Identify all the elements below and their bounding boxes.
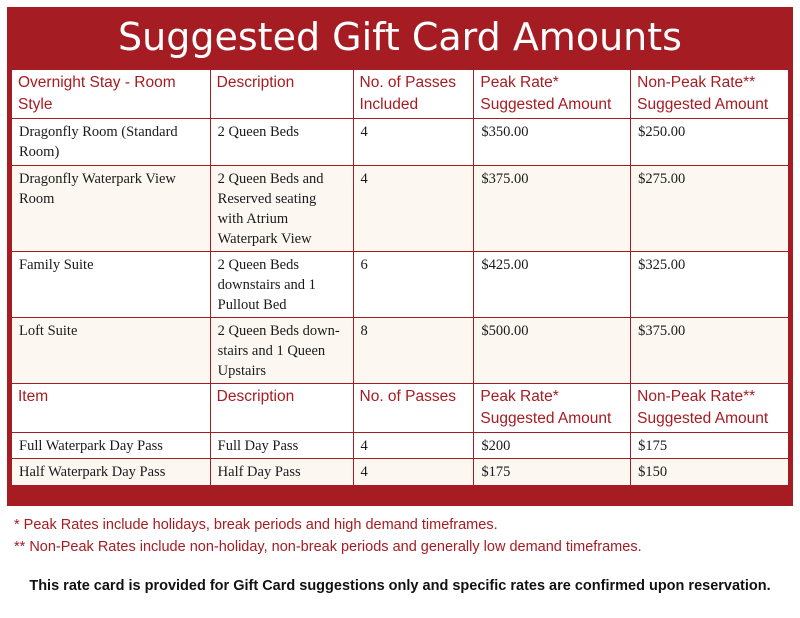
disclaimer: This rate card is provided for Gift Card suggestions only and specific rates are confirmed upon reservation. [29,578,771,594]
table-cell: $325.00 [631,252,789,318]
table-cell: 4 [353,433,474,459]
table-row [12,166,789,252]
table-cell: Dragonfly Room (Standard Room) [12,119,211,166]
page-title: Suggested Gift Card Amounts [118,15,682,59]
table-row [12,459,789,486]
table-row [12,433,789,459]
table-cell: Half Day Pass [210,459,353,486]
table-cell: $150 [631,459,789,486]
table-cell: 4 [353,459,474,486]
column-header: Peak Rate* Suggested Amount [474,384,631,433]
table-cell: 6 [353,252,474,318]
table-cell: Full Waterpark Day Pass [12,433,211,459]
table-cell: Family Suite [12,252,211,318]
table-cell: 2 Queen Beds and Reserved seating with Atrium Waterpark View [210,166,353,252]
peak-rate-note: * Peak Rates include holidays, break periods and high demand timeframes. [14,517,498,533]
column-header: Description [210,70,353,119]
item-header-row [12,384,789,433]
table-cell: $375.00 [631,318,789,384]
table-cell: $250.00 [631,119,789,166]
table-cell: 4 [353,166,474,252]
table-cell: Dragonfly Waterpark View Room [12,166,211,252]
column-header: Peak Rate* Suggested Amount [474,70,631,119]
nonpeak-rate-note: ** Non-Peak Rates include non-holiday, non-break periods and generally low demand timeframes. [14,539,642,555]
table-cell: $425.00 [474,252,631,318]
table-row [12,119,789,166]
table-cell: 2 Queen Beds down-stairs and 1 Queen Upstairs [210,318,353,384]
table-cell: $375.00 [474,166,631,252]
table-row [12,252,789,318]
column-header: Non-Peak Rate** Suggested Amount [631,70,789,119]
table-cell: $275.00 [631,166,789,252]
table-cell: 4 [353,119,474,166]
table-cell: Full Day Pass [210,433,353,459]
column-header: No. of Passes Included [353,70,474,119]
table-cell: 8 [353,318,474,384]
column-header: Item [12,384,211,433]
footnotes [14,514,794,558]
table-cell: 2 Queen Beds [210,119,353,166]
column-header: Non-Peak Rate** Suggested Amount [631,384,789,433]
room-header-row [12,70,789,119]
table-cell: $175 [474,459,631,486]
column-header: Overnight Stay - Room Style [12,70,211,119]
table-cell: Loft Suite [12,318,211,384]
table-cell: $500.00 [474,318,631,384]
column-header: Description [210,384,353,433]
table-cell: 2 Queen Beds downstairs and 1 Pullout Bed [210,252,353,318]
table-cell: Half Waterpark Day Pass [12,459,211,486]
table-cell: $350.00 [474,119,631,166]
column-header: No. of Passes [353,384,474,433]
table-cell: $175 [631,433,789,459]
rate-table [11,69,789,486]
table-row [12,318,789,384]
table-cell: $200 [474,433,631,459]
